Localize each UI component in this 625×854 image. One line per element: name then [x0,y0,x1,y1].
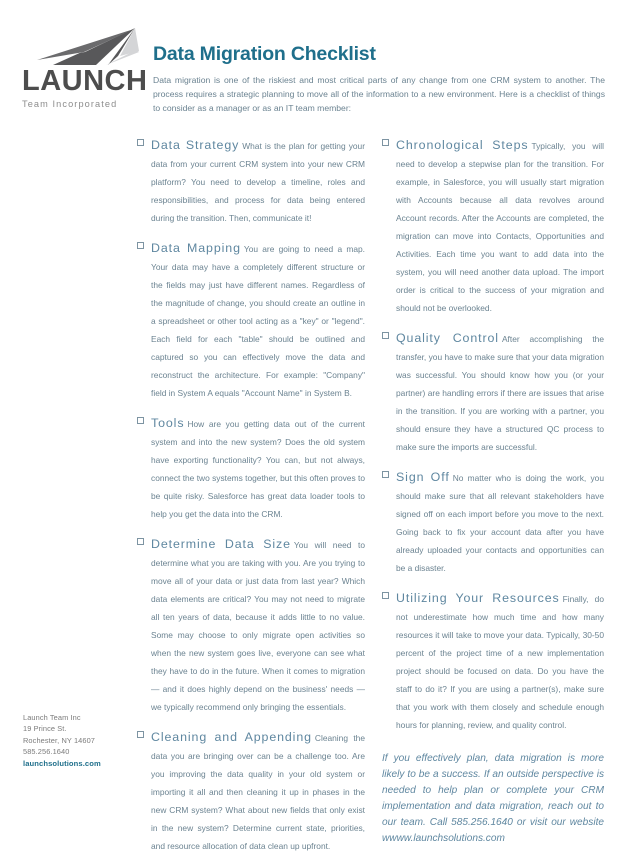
checklist-item-body: You will need to determine what you are taking with you. Are you trying to move all of your data or just data from last year? Which data elements are critical? You may not need to migrate all ten years of data, because it adds little to no value. Some may choose to only migrate open activities so when the new system goes live, everyone can see what they have to do in the future. When it comes to migration — and it does highly depend on the business' needs — we typically recommend only bringing the essentials. [151,540,365,712]
footer-contact-block [23,712,193,770]
checklist-item-title: Sign Off [396,470,450,484]
intro-paragraph: Data migration is one of the riskiest and most critical parts of any change from one CRM system to another. The process requires a strategic planning to move all of the information to a new environment. Here is a checklist of things to consider as a manager or as an IT team member: [153,75,605,114]
checkbox-icon[interactable] [382,139,389,146]
checkbox-icon[interactable] [382,592,389,599]
checklist-item-title: Determine Data Size [151,537,291,551]
company-logo [22,26,148,109]
logo-tagline: Team Incorporated [22,99,118,109]
checklist-item[interactable] [137,239,365,401]
page-title: Data Migration Checklist [153,43,376,65]
checklist-item[interactable] [137,414,365,522]
checklist-item[interactable] [382,136,604,316]
checklist-item-title: Data Strategy [151,138,240,152]
footer-website-link[interactable]: launchsolutions.com [23,759,101,768]
launch-arrow-icon [22,26,140,66]
checkbox-icon[interactable] [137,139,144,146]
checklist-item[interactable] [137,535,365,715]
closing-paragraph: If you effectively plan, data migration is more likely to be a success. If an outside perspective is needed to help plan or complete your CRM implementation and data migration, reach out to our team. Call 585.256.1640 or visit our website wwww.launchsolutions.com [382,753,604,844]
checklist-item-body: No matter who is doing the work, you should make sure that all relevant stakeholders have signed off on each import before you move to the next. Going back to fix your account data after you have already uploaded your contacts and opportunities can be a disaster. [396,473,604,573]
checklist-item-body: How are you getting data out of the current system and into the new system? Does the old system have exporting functionality? You can, but not always, connect the two systems together, but this often proves to be quite risky. Salesforce has great data loader tools to help you get the data into the CRM. [151,419,365,519]
checklist-item-title: Data Mapping [151,241,241,255]
footer-city-state-zip: Rochester, NY 14607 [23,735,96,745]
checkbox-icon[interactable] [137,538,144,545]
checklist-item[interactable] [382,589,604,733]
checklist-item-title: Utilizing Your Resources [396,591,560,605]
footer-phone: 585.256.1640 [23,746,70,756]
header-text-block [153,44,605,116]
checkbox-icon[interactable] [137,417,144,424]
logo-wordmark: LAUNCH [22,65,148,97]
checkbox-icon[interactable] [382,332,389,339]
checkbox-icon[interactable] [137,242,144,249]
checkbox-icon[interactable] [382,471,389,478]
footer-street-address: 19 Prince St. [23,724,67,734]
document-header [0,0,625,130]
checklist-item[interactable] [382,468,604,576]
checklist-item-body: Typically, you will need to develop a stepwise plan for the transition. For example, in Salesforce, you will usually start migration with Accounts because all data revolves around Account records. After the Accounts are completed, the migration can move into Contacts, Opportunities and Activities. Each time you want to add data into the system, you will need another data upload. The import order is critical to the success of your migration and should not be overlooked. [396,141,604,313]
checklist-item-body: After accomplishing the transfer, you have to make sure that your data migration was successful. You should know how you (or your partner) are handling errors if there are issues that arise in the transition. If you are working with a partner, you should ensure they have a structured QC process to make sure the imports are successful. [396,334,604,452]
checklist-item-title: Quality Control [396,331,499,345]
checklist-item-body: Finally, do not underestimate how much time and how many resources it will take to move your data. Typically, 30-50 percent of the project time of a new implementation project should be focused on data. Do you have the staff to do it? If you are using a partner(s), make sure that you work with them closely and schedule enough hours for planning, review, and quality control. [396,594,604,730]
checklist-item-body: You are going to need a map. Your data may have a completely different structure or the fields may just have different names. Regardless of the magnitude of change, you should create an outline in a spreadsheet or other tool acting as a "key" or "legend". Each field for each "table" should be outlined and captured so you can effectively move the data and reconstruct the architecture. For example: "Company" field in System A equals "Account Name" in System B. [151,244,365,398]
checklist-item[interactable] [137,136,365,226]
checklist-column-right [382,136,604,847]
checklist-item-title: Cleaning and Appending [151,730,312,744]
checklist-item-title: Tools [151,416,185,430]
checklist-item-title: Chronological Steps [396,138,529,152]
checklist-item-body: What is the plan for getting your data from your current CRM system into your new CRM platform? You need to develop a timeline, roles and responsibilities, and process for data being entered during the transition. Then, communicate it! [151,141,365,223]
footer-company-name: Launch Team Inc [23,713,81,722]
checklist-item[interactable] [382,329,604,455]
checklist-item-body: Cleaning the data you are bringing over can be a challenge too. Are you improving the data quality in your old system or importing it all and then cleaning it up in phases in the new CRM system? What about new fields that only exist in the new system? Determine current state, priorities, and resource allocation of data clean up upfront. [151,733,365,851]
